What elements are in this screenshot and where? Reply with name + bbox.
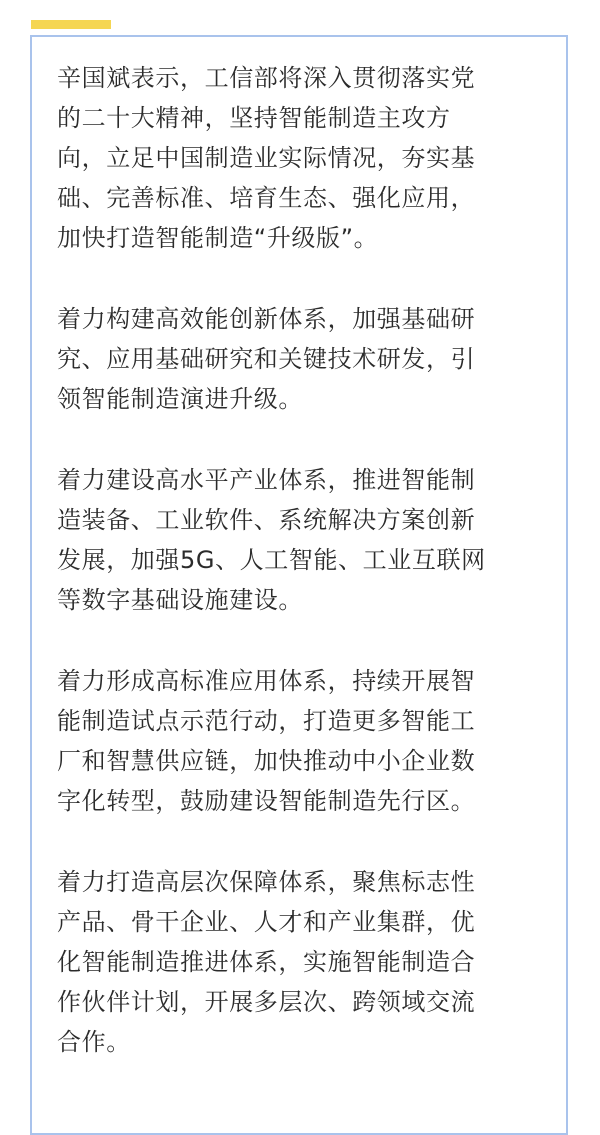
paragraph-application-system: 着力形成高标准应用体系，持续开展智 能制造试点示范行动，打造更多智能工 厂和智慧供应链，加快推动中小企业数 字化转型，鼓励建设智能制造先行区。 [57, 667, 476, 815]
accent-bar [31, 20, 111, 29]
article-body [57, 58, 545, 1103]
paragraph-statement: 辛国斌表示，工信部将深入贯彻落实党 的二十大精神，坚持智能制造主攻方 向，立足中国制造业实际情况，夯实基 础、完善标准、培育生态、强化应用， 加快打造智能制造“升级版”。 [57, 64, 476, 252]
paragraph-innovation-system: 着力构建高效能创新体系，加强基础研 究、应用基础研究和关键技术研发，引 领智能制造演进升级。 [57, 305, 476, 413]
paragraph-support-system: 着力打造高层次保障体系，聚焦标志性 产品、骨干企业、人才和产业集群，优 化智能制造推进体系，实施智能制造合 作伙伴计划，开展多层次、跨领域交流 合作。 [57, 868, 476, 1056]
paragraph-industry-system: 着力建设高水平产业体系，推进智能制 造装备、工业软件、系统解决方案创新 发展，加强5G、人工智能、工业互联网 等数字基础设施建设。 [57, 466, 486, 614]
